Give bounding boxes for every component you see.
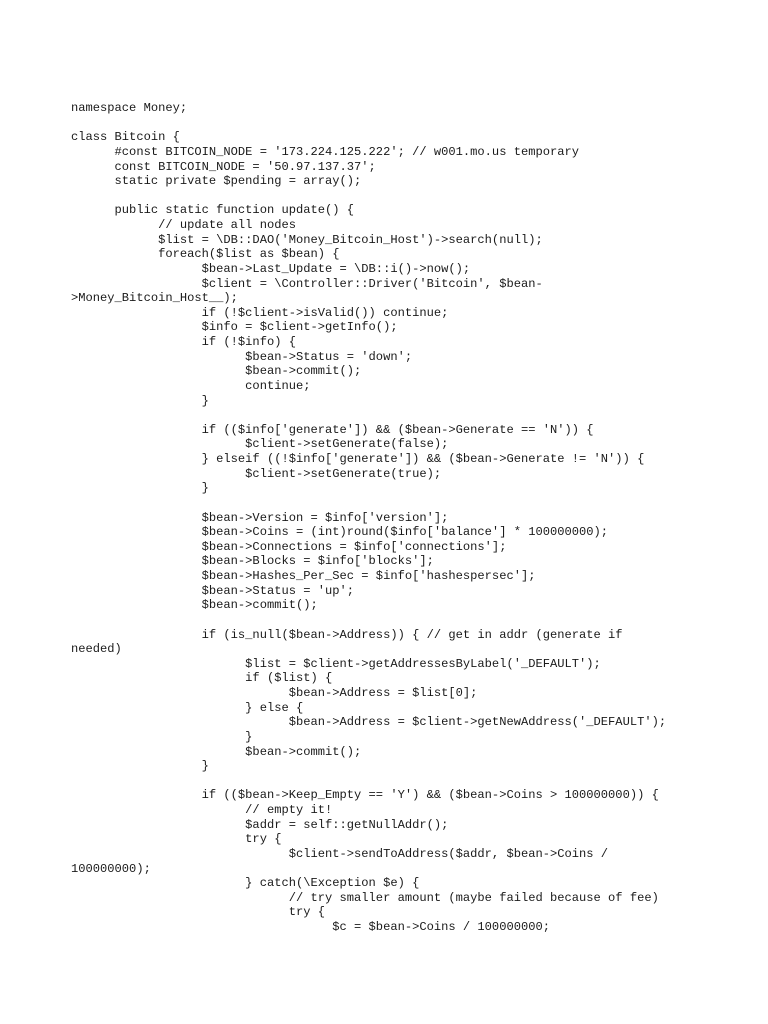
code-line: >Money_Bitcoin_Host__); [71,291,238,306]
code-line [71,613,761,628]
code-line: namespace Money; [71,101,188,115]
code-line: if (!$info) { [71,335,296,349]
code-line: try { [71,832,282,847]
code-line: $bean->Blocks = $info['blocks']; [71,554,434,569]
code-line: $bean->Hashes_Per_Sec = $info['hashespersec']; [71,569,536,583]
code-line: class Bitcoin { [71,130,180,145]
code-line: $bean->commit(); [71,598,318,613]
code-line: } [71,759,209,774]
code-line: } catch(\Exception $e) { [71,876,420,891]
code-line: $client = \Controller::Driver('Bitcoin', $bean- [71,276,543,291]
code-block [71,101,761,935]
code-line: $bean->commit(); [71,364,362,379]
code-line [71,189,761,204]
code-line: } elseif ((!$info['generate']) && ($bean->Generate != 'N')) { [71,452,645,466]
code-line: $list = $client->getAddressesByLabel('_DEFAULT'); [71,656,601,671]
code-line: if ($list) { [71,671,333,686]
code-line: #const BITCOIN_NODE = '173.224.125.222'; // w001.mo.us temporary [71,144,580,159]
code-line: needed) [71,642,122,657]
code-line: $client->sendToAddress($addr, $bean->Coins / [71,846,609,861]
code-line: $bean->Address = $client->getNewAddress('_DEFAULT'); [71,715,667,730]
code-line: $bean->Version = $info['version']; [71,510,449,525]
code-line: $bean->Status = 'down'; [71,349,413,364]
code-line [71,496,761,511]
code-line: $bean->Status = 'up'; [71,583,355,598]
code-line: public static function update() { [71,203,355,218]
code-line: $bean->Address = $list[0]; [71,686,478,700]
code-line: $bean->Last_Update = \DB::i()->now(); [71,261,471,276]
code-line: const BITCOIN_NODE = '50.97.137.37'; [71,159,376,174]
code-line: $list = \DB::DAO('Money_Bitcoin_Host')->search(null); [71,232,543,247]
code-line: foreach($list as $bean) { [71,247,340,262]
code-line: } else { [71,700,304,715]
code-line: $bean->Coins = (int)round($info['balance'] * 100000000); [71,525,609,540]
code-line: if (($info['generate']) && ($bean->Generate == 'N')) { [71,422,594,437]
code-line: // update all nodes [71,218,296,232]
code-line [71,408,761,423]
code-line: $bean->Connections = $info['connections']; [71,539,507,554]
code-line: if (is_null($bean->Address)) { // get in addr (generate if [71,627,623,642]
code-line: try { [71,905,326,920]
code-line: $client->setGenerate(false); [71,437,449,452]
code-line: $c = $bean->Coins / 100000000; [71,920,550,934]
code-line: // empty it! [71,803,333,817]
code-line: $bean->commit(); [71,744,362,759]
code-line: } [71,481,209,496]
code-line: // try smaller amount (maybe failed because of fee) [71,890,659,905]
code-line: $addr = self::getNullAddr(); [71,817,449,832]
code-line: } [71,393,209,408]
code-line: continue; [71,378,311,393]
code-line: } [71,729,253,744]
code-line: 100000000); [71,861,151,876]
code-line: if (($bean->Keep_Empty == 'Y') && ($bean->Coins > 100000000)) { [71,788,659,803]
code-line [71,774,761,789]
code-line: $info = $client->getInfo(); [71,320,398,335]
code-line [71,116,761,131]
code-line: static private $pending = array(); [71,174,362,189]
code-line: if (!$client->isValid()) continue; [71,305,449,320]
code-line: $client->setGenerate(true); [71,466,442,481]
